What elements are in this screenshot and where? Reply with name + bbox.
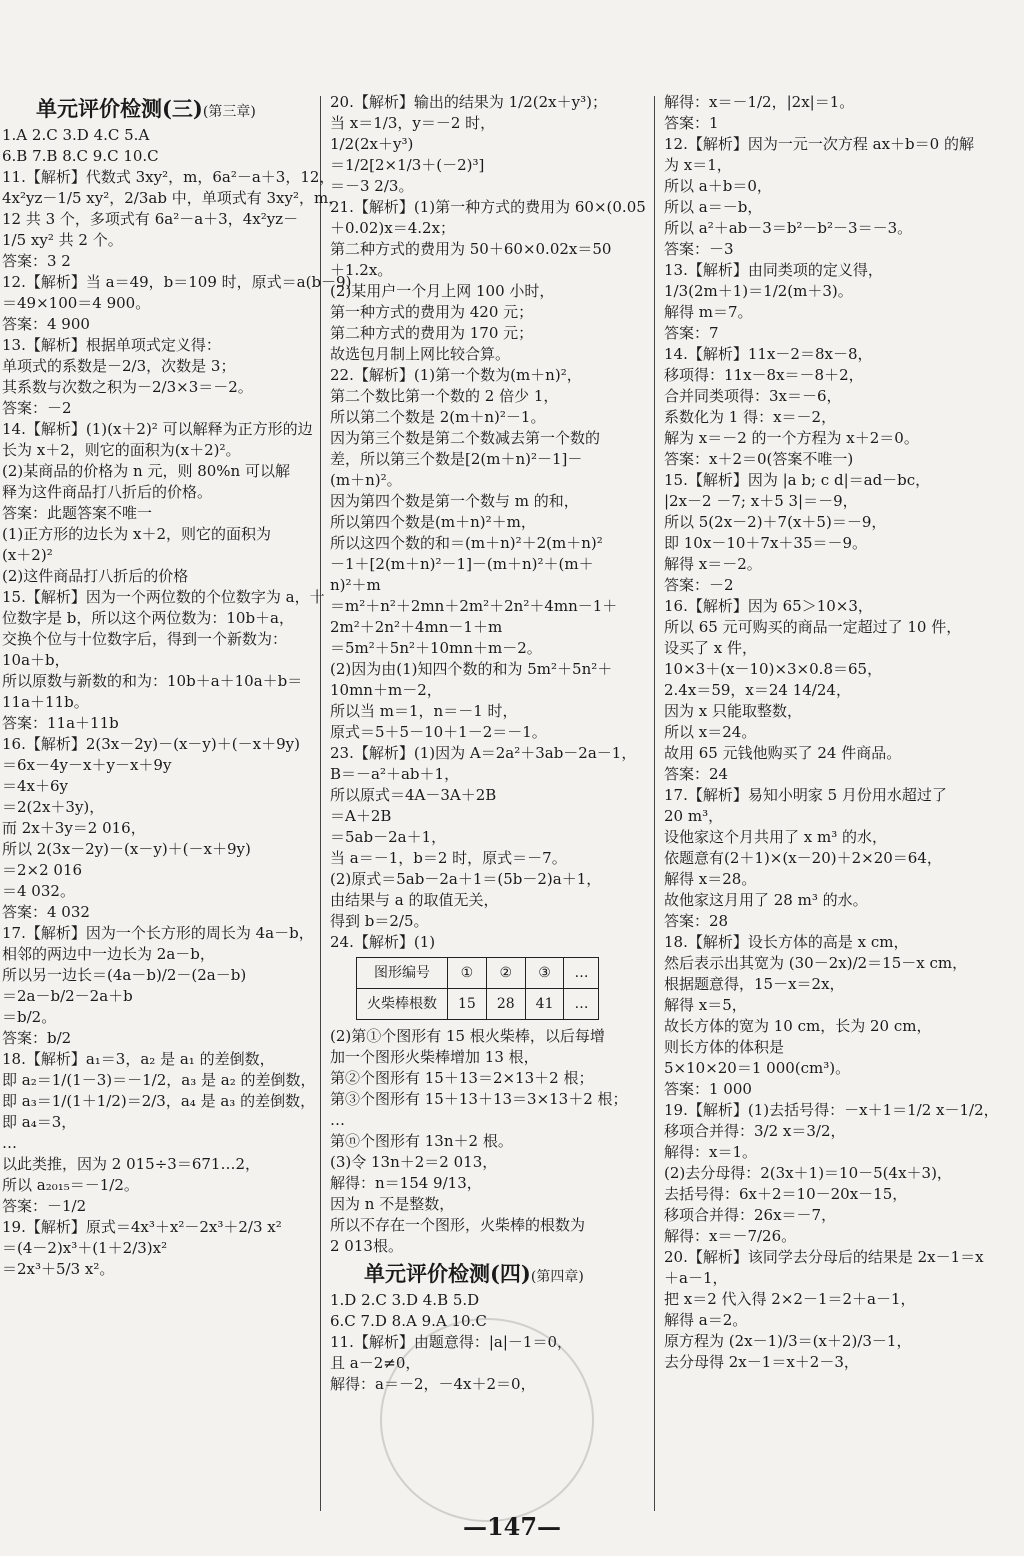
table-cell: 28 (486, 989, 525, 1020)
column-left (2, 92, 352, 1280)
answer-line: 依题意有(2＋1)×(x－20)＋2×20＝64， (664, 849, 942, 867)
answer-line: 1.A 2.C 3.D 4.C 5.A (2, 126, 150, 144)
answer-line: 20 m³， (664, 807, 724, 825)
answer-line: 由结果与 a 的取值无关， (330, 891, 499, 909)
answer-line: 13.【解析】由同类项的定义得， (664, 261, 883, 279)
table-cell: 15 (448, 989, 487, 1020)
answer-line: 加一个图形火柴棒增加 13 根， (330, 1048, 539, 1066)
answer-line: 第二种方式的费用为 50＋60×0.02x＝50 (330, 240, 612, 258)
answer-line: 根据题意得，15－x＝2x， (664, 975, 845, 993)
answer-line: 19.【解析】(1)去括号得：－x＋1＝1/2 x－1/2， (664, 1101, 999, 1119)
page-number: —147— (462, 1512, 562, 1541)
answer-line: 15.【解析】因为一个两位数的个位数字为 a，十 (2, 588, 325, 606)
answer-line: 11.【解析】由题意得：|a|－1＝0， (330, 1333, 572, 1351)
answer-line: 所以 a＋b＝0， (664, 177, 772, 195)
answer-line: 即 10x－10＋7x＋35＝－9。 (664, 534, 868, 552)
answer-line: 解得 x＝5， (664, 996, 747, 1014)
answer-line: 因为第三个数是第二个数减去第一个数的 (330, 429, 601, 447)
answer-line: 解得：n＝154 9/13， (330, 1174, 482, 1192)
answer-line: 17.【解析】因为一个长方形的周长为 4a－b， (2, 924, 314, 942)
answer-line: 17.【解析】易知小明家 5 月份用水超过了 (664, 786, 947, 804)
answer-line: 2.4x＝59，x＝24 14/24， (664, 681, 851, 699)
answer-line: 第③个图形有 15＋13＋13＝3×13＋2 根； (330, 1090, 628, 1108)
answer-line: (2)第①个图形有 15 根火柴棒，以后每增 (330, 1027, 605, 1045)
answer-line: 而 2x＋3y＝2 016， (2, 819, 146, 837)
answer-line: 所以 5(2x－2)＋7(x＋5)＝－9， (664, 513, 887, 531)
answer-line: … (330, 1111, 345, 1129)
table-cell: ② (486, 958, 525, 989)
answer-line: ＝5ab－2a＋1， (330, 828, 447, 846)
answer-lines (2, 125, 352, 1280)
column-divider (320, 96, 321, 1511)
answer-line: 12.【解析】因为一元一次方程 ax＋b＝0 的解 (664, 135, 974, 153)
answer-line: ＋1.2x。 (330, 261, 393, 279)
answer-line: 设他家这个月共用了 x m³ 的水， (664, 828, 888, 846)
answer-line: 即 a₃＝1/(1＋1/2)＝2/3，a₄ 是 a₃ 的差倒数， (2, 1092, 316, 1110)
answer-line: 10mn＋m－2， (330, 681, 442, 699)
answer-line: 设买了 x 件， (664, 639, 757, 657)
answer-line: 解得：x＝－1/2，|2x|＝1。 (664, 93, 855, 111)
answer-line: 18.【解析】设长方体的高是 x cm， (664, 933, 909, 951)
answer-line: 原式＝5＋5－10＋1－2＝－1。 (330, 723, 547, 741)
answer-line: (2)某商品的价格为 n 元，则 80%n 可以解 (2, 462, 290, 480)
answer-line: (2)因为由(1)知四个数的和为 5m²＋5n²＋ (330, 660, 613, 678)
table-cell: ① (448, 958, 487, 989)
answer-line: 把 x＝2 代入得 2×2－1＝2＋a－1， (664, 1290, 916, 1308)
answer-lines (330, 92, 648, 953)
answer-line: 去分母得 2x－1＝x＋2－3， (664, 1353, 859, 1371)
answer-line: ＝4x＋6y (2, 777, 69, 795)
answer-line: 解得 x＝28。 (664, 870, 757, 888)
answer-line: 12 共 3 个，多项式有 6a²－a＋3，4x²yz－ (2, 210, 299, 228)
answer-line: 解得 x＝－2。 (664, 555, 762, 573)
answer-line: 2 013根。 (330, 1237, 403, 1255)
answer-line: 答案：3 2 (2, 252, 71, 270)
answer-line: 移项得：11x－8x＝－8＋2， (664, 366, 864, 384)
answer-line: |2x－2 －7; x＋5 3|＝－9， (664, 492, 858, 510)
answer-line: 16.【解析】2(3x－2y)－(x－y)＋(－x＋9y) (2, 735, 300, 753)
answer-line: (m＋n)²。 (330, 471, 402, 489)
table-cell: 41 (525, 989, 564, 1020)
answer-line: 所以 2(3x－2y)－(x－y)＋(－x＋9y) (2, 840, 251, 858)
answer-line: 然后表示出其宽为 (30－2x)/2＝15－x cm， (664, 954, 968, 972)
unit-title: 单元评价检测(四)(第四章) (364, 1261, 584, 1286)
answer-line: 6.B 7.B 8.C 9.C 10.C (2, 147, 159, 165)
answer-line: 所以 x＝24。 (664, 723, 757, 741)
answer-line: －1＋[2(m＋n)²－1]－(m＋n)²＋(m＋ (330, 555, 594, 573)
answer-line: 所以原数与新数的和为：10b＋a＋10a＋b＝ (2, 672, 303, 690)
answer-line: 所以另一边长＝(4a－b)/2－(2a－b) (2, 966, 247, 984)
answer-line: 其系数与次数之积为－2/3×3＝－2。 (2, 378, 253, 396)
answer-line: 即 a₂＝1/(1－3)＝－1/2，a₃ 是 a₂ 的差倒数， (2, 1071, 316, 1089)
answer-line: ＋0.02)x＝4.2x； (330, 219, 456, 237)
matchstick-table (356, 957, 599, 1020)
answer-line: 原方程为 (2x－1)/3＝(x＋2)/3－1， (664, 1332, 912, 1350)
answer-line: ＝m²＋n²＋2mn＋2m²＋2n²＋4mn－1＋ (330, 597, 618, 615)
answer-line: 第②个图形有 15＋13＝2×13＋2 根； (330, 1069, 594, 1087)
answer-line: 且 a－2≠0， (330, 1354, 421, 1372)
answer-line: 1/3(2m＋1)＝1/2(m＋3)。 (664, 282, 853, 300)
answer-line: 所以 a＝－b， (664, 198, 763, 216)
answer-line: 24.【解析】(1) (330, 933, 436, 951)
answer-line: 6.C 7.D 8.A 9.A 10.C (330, 1312, 487, 1330)
answer-line: 22.【解析】(1)第一个数为(m＋n)²， (330, 366, 582, 384)
answer-line: 19.【解析】原式＝4x³＋x²－2x³＋2/3 x² (2, 1218, 282, 1236)
answer-line: (2)原式＝5ab－2a＋1＝(5b－2)a＋1， (330, 870, 602, 888)
answer-line: 第二个数比第一个数的 2 倍少 1， (330, 387, 559, 405)
answer-line: 20.【解析】该同学去分母后的结果是 2x－1＝x (664, 1248, 984, 1266)
answer-line: n)²＋m (330, 576, 381, 594)
answer-line: 18.【解析】a₁＝3，a₂ 是 a₁ 的差倒数， (2, 1050, 275, 1068)
answer-line: 11a＋11b。 (2, 693, 89, 711)
column-divider (654, 96, 655, 1511)
answer-line: 答案：4 900 (2, 315, 90, 333)
answer-line: 10×3＋(x－10)×3×0.8＝65， (664, 660, 883, 678)
answer-line: ＋a－1， (664, 1269, 728, 1287)
answer-line: ＝2x³＋5/3 x²。 (2, 1260, 115, 1278)
answer-lines (330, 1026, 648, 1257)
answer-line: 故用 65 元钱他购买了 24 件商品。 (664, 744, 902, 762)
answer-line: 4x²yz－1/5 xy²，2/3ab 中，单项式有 3xy²，m， (2, 189, 344, 207)
answer-line: 15.【解析】因为 |a b; c d|＝ad－bc， (664, 471, 931, 489)
answer-line: 23.【解析】(1)因为 A＝2a²＋3ab－2a－1， (330, 744, 637, 762)
column-middle (330, 92, 648, 1395)
answer-line: 得到 b＝2/5。 (330, 912, 429, 930)
answer-line: 第二种方式的费用为 170 元； (330, 324, 534, 342)
answer-line: (2)某用户一个月上网 100 小时， (330, 282, 555, 300)
answer-line: ＝5m²＋5n²＋10mn＋m－2。 (330, 639, 542, 657)
answer-line: 因为 x 只能取整数， (664, 702, 802, 720)
answer-line: 答案：4 032 (2, 903, 90, 921)
answer-line: ＝4 032。 (2, 882, 75, 900)
answer-line: 所以原式＝4A－3A＋2B (330, 786, 497, 804)
answer-line: … (2, 1134, 17, 1152)
answer-line: ＝2a－b/2－2a＋b (2, 987, 133, 1005)
answer-line: 即 a₄＝3， (2, 1113, 77, 1131)
answer-line: 所以第四个数是(m＋n)²＋m， (330, 513, 536, 531)
table-cell: 火柴棒根数 (357, 989, 448, 1020)
answer-line: ＝49×100＝4 900。 (2, 294, 151, 312)
answer-line: 系数化为 1 得：x＝－2， (664, 408, 837, 426)
answer-line: 12.【解析】当 a＝49，b＝109 时，原式＝a(b－9) (2, 273, 352, 291)
answer-line: 相邻的两边中一边长为 2a－b， (2, 945, 215, 963)
answer-line: ＝－3 2/3。 (330, 177, 414, 195)
answer-line: 所以 a₂₀₁₅＝－1/2。 (2, 1176, 139, 1194)
answer-line: 单项式的系数是－2/3，次数是 3； (2, 357, 236, 375)
watermark-stamp (380, 1318, 594, 1522)
answer-line: 21.【解析】(1)第一种方式的费用为 60×(0.05 (330, 198, 646, 216)
answer-line: 解为 x＝－2 的一个方程为 x＋2＝0。 (664, 429, 919, 447)
answer-line: 答案：24 (664, 765, 729, 783)
answer-line: 所以这四个数的和＝(m＋n)²＋2(m＋n)² (330, 534, 603, 552)
answer-lines (664, 92, 1020, 1373)
table-cell: 图形编号 (357, 958, 448, 989)
answer-line: ＝6x－4y－x＋y－x＋9y (2, 756, 172, 774)
answer-line: 差，所以第三个数是[2(m＋n)²－1]－ (330, 450, 583, 468)
answer-line: 答案：x＋2＝0(答案不唯一) (664, 450, 854, 468)
answer-line: 答案：－3 (664, 240, 734, 258)
answer-line: 16.【解析】因为 65＞10×3， (664, 597, 873, 615)
answer-line: 当 a＝－1，b＝2 时，原式＝－7。 (330, 849, 567, 867)
answer-line: 解得：a＝－2，－4x＋2＝0， (330, 1375, 536, 1393)
answer-line: 13.【解析】根据单项式定义得： (2, 336, 221, 354)
answer-line: 答案：11a＋11b (2, 714, 119, 732)
answer-line: 答案：1 (664, 114, 719, 132)
answer-line: 10a＋b， (2, 651, 70, 669)
answer-line: ＝1/2[2×1/3＋(－2)³] (330, 156, 485, 174)
answer-line: 所以第二个数是 2(m＋n)²－1。 (330, 408, 546, 426)
answer-line: 第ⓝ个图形有 13n＋2 根。 (330, 1132, 513, 1150)
answer-line: 1.D 2.C 3.D 4.B 5.D (330, 1291, 480, 1309)
answer-line: 解得：x＝1。 (664, 1143, 758, 1161)
answer-line: ＝(4－2)x³＋(1＋2/3)x² (2, 1239, 168, 1257)
answer-line: 答案：7 (664, 324, 719, 342)
answer-line: 1/2(2x＋y³) (330, 135, 414, 153)
answer-line: 合并同类项得：3x＝－6， (664, 387, 842, 405)
answer-line: (x＋2)² (2, 546, 53, 564)
answer-line: ＝2×2 016 (2, 861, 83, 879)
answer-line: ＝A＋2B (330, 807, 392, 825)
answer-line: 因为 n 不是整数， (330, 1195, 455, 1213)
answer-line: 移项合并得：3/2 x＝3/2， (664, 1122, 846, 1140)
answer-line: (2)去分母得：2(3x＋1)＝10－5(4x＋3)， (664, 1164, 952, 1182)
answer-line: 解得 m＝7。 (664, 303, 753, 321)
table-cell: ③ (525, 958, 564, 989)
answer-line: 答案：－2 (664, 576, 734, 594)
answer-line: (1)正方形的边长为 x＋2，则它的面积为 (2, 525, 272, 543)
answer-line: ＝2(2x＋3y)， (2, 798, 105, 816)
answer-line: 所以 65 元可购买的商品一定超过了 10 件， (664, 618, 962, 636)
answer-line: 交换个位与十位数字后，得到一个新数为： (2, 630, 288, 648)
answer-line: 14.【解析】(1)(x＋2)² 可以解释为正方形的边 (2, 420, 313, 438)
table-header-row (357, 958, 599, 989)
answer-line: 解得：x＝－7/26。 (664, 1227, 797, 1245)
answer-line: 所以不存在一个图形，火柴棒的根数为 (330, 1216, 586, 1234)
answer-line: 释为这件商品打八折后的价格。 (2, 483, 213, 501)
answer-line: 答案：1 000 (664, 1080, 752, 1098)
answer-line: 故长方体的宽为 10 cm，长为 20 cm， (664, 1017, 932, 1035)
answer-line: 所以 a²＋ab－3＝b²－b²－3＝－3。 (664, 219, 913, 237)
answer-line: 20.【解析】输出的结果为 1/2(2x＋y³)； (330, 93, 607, 111)
table-row (357, 989, 599, 1020)
answer-line: 则长方体的体积是 (664, 1038, 785, 1056)
table-cell: … (564, 989, 599, 1020)
answer-line: 去括号得：6x＋2＝10－20x－15， (664, 1185, 908, 1203)
answer-line: 答案：b/2 (2, 1029, 72, 1047)
answer-line: (3)令 13n＋2＝2 013， (330, 1153, 498, 1171)
answer-line: 故选包月制上网比较合算。 (330, 345, 511, 363)
answer-line: 第一种方式的费用为 420 元； (330, 303, 534, 321)
answer-line: 以此类推，因为 2 015÷3＝671…2， (2, 1155, 260, 1173)
answer-line: 所以当 m＝1，n＝－1 时， (330, 702, 518, 720)
answer-line: 解得 a＝2。 (664, 1311, 748, 1329)
answer-line: 答案：－1/2 (2, 1197, 87, 1215)
answer-line: 1/5 xy² 共 2 个。 (2, 231, 123, 249)
answer-line: 因为第四个数是第一个数与 m 的和， (330, 492, 579, 510)
answer-line: B＝－a²＋ab＋1， (330, 765, 460, 783)
answer-line: 5×10×20＝1 000(cm³)。 (664, 1059, 851, 1077)
table-cell: … (564, 958, 599, 989)
answer-line: 答案：－2 (2, 399, 72, 417)
answer-line: 11.【解析】代数式 3xy²，m，6a²－a＋3，12， (2, 168, 335, 186)
unit-title: 单元评价检测(三)(第三章) (36, 96, 256, 121)
answer-line: 为 x＝1， (664, 156, 732, 174)
answer-line: 当 x＝1/3，y＝－2 时， (330, 114, 496, 132)
answer-line: 故他家这月用了 28 m³ 的水。 (664, 891, 868, 909)
answer-line: 长为 x＋2，则它的面积为(x＋2)²。 (2, 441, 241, 459)
answer-line: 答案：28 (664, 912, 729, 930)
answer-line: 答案：此题答案不唯一 (2, 504, 153, 522)
column-right (664, 92, 1020, 1373)
answer-line: 2m²＋2n²＋4mn－1＋m (330, 618, 503, 636)
answer-line: 位数字是 b，所以这个两位数为：10b＋a， (2, 609, 295, 627)
answer-line: 14.【解析】11x－2＝8x－8， (664, 345, 873, 363)
answer-line: (2)这件商品打八折后的价格 (2, 567, 189, 585)
answer-line: ＝b/2。 (2, 1008, 57, 1026)
answer-line: 移项合并得：26x＝－7， (664, 1206, 837, 1224)
